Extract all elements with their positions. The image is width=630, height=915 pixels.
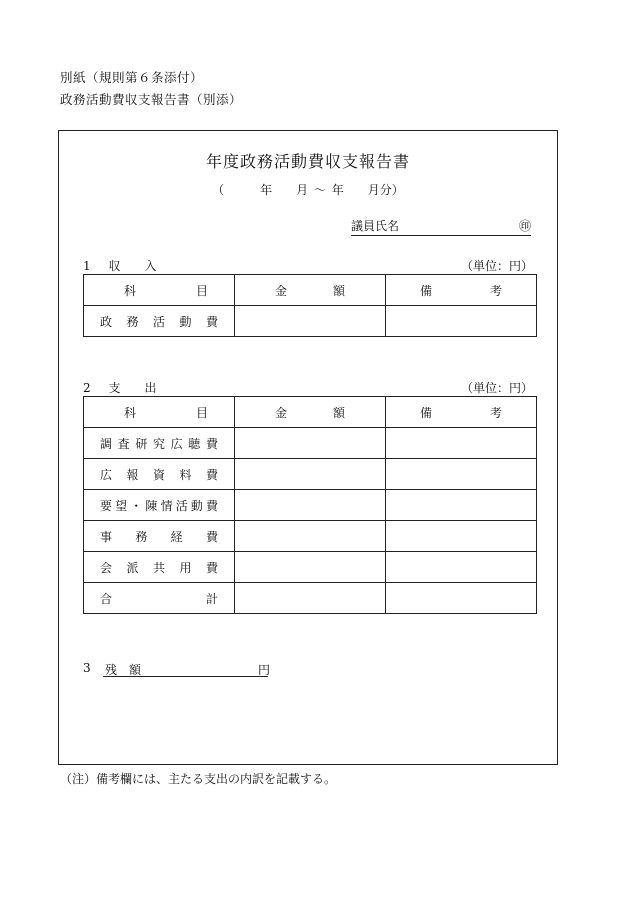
member-name-field[interactable] [351, 217, 531, 236]
expense-total-remarks-cell[interactable] [386, 583, 537, 614]
expense-amount-cell[interactable] [235, 552, 386, 583]
expense-row [84, 428, 537, 459]
income-remarks-cell[interactable] [386, 306, 537, 337]
expense-header-row [84, 397, 537, 428]
expense-row [84, 521, 537, 552]
cell-text: 事 務 経 費 [100, 529, 218, 544]
remarks-note: （注）備考欄には、主たる支出の内訳を記載する。 [60, 772, 337, 786]
expense-row-item [84, 428, 235, 459]
income-unit: （単位：円） [460, 259, 533, 273]
expense-amount-cell[interactable] [235, 459, 386, 490]
expense-total-amount-cell[interactable] [235, 583, 386, 614]
expense-heading-number: 2 [83, 381, 91, 395]
cell-text: 広 報 資 料 費 [100, 467, 218, 482]
report-form [58, 130, 558, 765]
expense-row [84, 490, 537, 521]
cell-text: 調 査 研 究 広 聴 費 [100, 436, 218, 451]
expense-remarks-cell[interactable] [386, 459, 537, 490]
expense-heading [83, 379, 156, 396]
income-heading [83, 257, 156, 274]
seal-mark: ㊞ [518, 219, 531, 233]
cell-text: 合 計 [100, 591, 218, 606]
income-col-remarks [386, 275, 537, 306]
expense-total-row [84, 583, 537, 614]
cell-text: 会 派 共 用 費 [100, 560, 218, 575]
member-name-label: 議員氏名 [351, 219, 400, 233]
cell-text: 備 考 [420, 405, 502, 420]
expense-remarks-cell[interactable] [386, 428, 537, 459]
period-line: （ 年 月 ～ 年 月分） [212, 183, 404, 197]
expense-amount-cell[interactable] [235, 490, 386, 521]
form-title: 年度政務活動費収支報告書 [205, 152, 410, 171]
expense-col-item [84, 397, 235, 428]
cell-text: 科 目 [124, 405, 208, 420]
attachment-label: 別紙（規則第６条添付） [60, 70, 204, 85]
expense-heading-label: 支 出 [108, 381, 157, 395]
income-col-amount [235, 275, 386, 306]
expense-amount-cell[interactable] [235, 521, 386, 552]
cell-text: 科 目 [124, 283, 208, 298]
balance-yen: 円 [258, 663, 271, 677]
expense-table [83, 396, 537, 614]
expense-remarks-cell[interactable] [386, 521, 537, 552]
expense-col-amount [235, 397, 386, 428]
expense-row-item [84, 552, 235, 583]
income-row [84, 306, 537, 337]
expense-row-item [84, 459, 235, 490]
income-heading-label: 収 入 [108, 259, 157, 273]
income-table [83, 274, 537, 337]
expense-col-remarks [386, 397, 537, 428]
income-row-item [84, 306, 235, 337]
income-col-item [84, 275, 235, 306]
expense-unit: （単位：円） [460, 381, 533, 395]
income-heading-number: 1 [83, 259, 91, 273]
cell-text: 政 務 活 動 費 [100, 314, 218, 329]
balance-number: 3 [83, 661, 91, 675]
income-amount-cell[interactable] [235, 306, 386, 337]
document-subtitle: 政務活動費収支報告書（別添） [60, 92, 243, 107]
cell-text: 要 望 ・ 陳 情 活 動 費 [100, 498, 218, 513]
cell-text: 金 額 [275, 405, 345, 420]
expense-row [84, 552, 537, 583]
expense-row-item [84, 490, 235, 521]
balance-label: 残 額 [105, 663, 142, 677]
expense-remarks-cell[interactable] [386, 490, 537, 521]
expense-row [84, 459, 537, 490]
cell-text: 金 額 [275, 283, 345, 298]
expense-row-item [84, 521, 235, 552]
expense-row-item [84, 583, 235, 614]
expense-amount-cell[interactable] [235, 428, 386, 459]
cell-text: 備 考 [420, 283, 502, 298]
income-header-row [84, 275, 537, 306]
balance-row [83, 661, 271, 677]
expense-remarks-cell[interactable] [386, 552, 537, 583]
